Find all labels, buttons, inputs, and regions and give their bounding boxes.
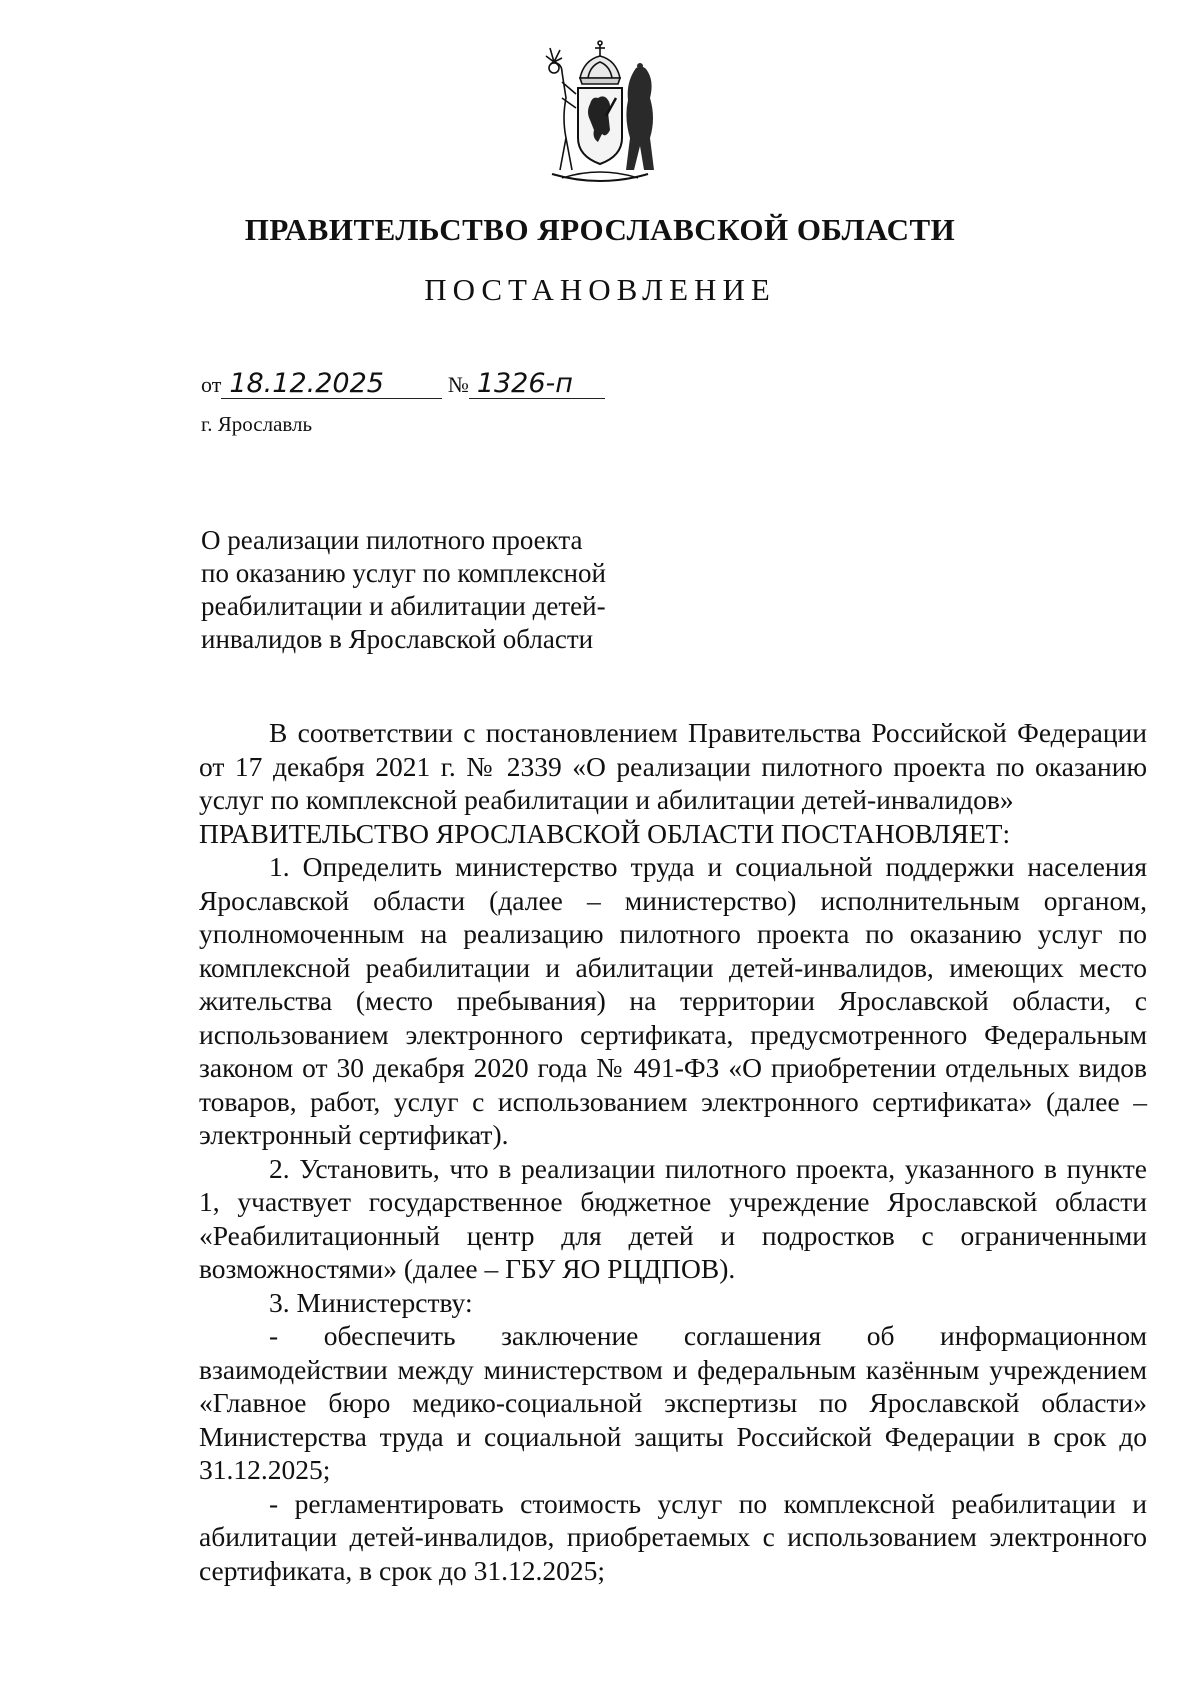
document-subject bbox=[201, 524, 661, 656]
from-label: от bbox=[201, 372, 222, 397]
organization-title: ПРАВИТЕЛЬСТВО ЯРОСЛАВСКОЙ ОБЛАСТИ bbox=[244, 212, 956, 247]
item-2-paragraph: 2. Установить, что в реализации пилотного проекта, указанного в пункте 1, участвует государственное бюджетное учреждение Ярославской области «Реабилитационный центр для детей и подростков с ограниченными возможностями» (далее – ГБУ ЯО РЦДПОВ). bbox=[199, 1152, 1147, 1284]
resolution-line: ПРАВИТЕЛЬСТВО ЯРОСЛАВСКОЙ ОБЛАСТИ ПОСТАНОВЛЯЕТ: bbox=[199, 817, 1011, 849]
handwritten-date: 18.12.2025 bbox=[221, 370, 442, 399]
item-3-subitem: - регламентировать стоимость услуг по комплексной реабилитации и абилитации детей-инвалидов, приобретаемых с использованием электронного сертификата, в срок до 31.12.2025; bbox=[199, 1487, 1147, 1586]
document-dateline bbox=[201, 370, 605, 399]
handwritten-number: 1326-п bbox=[469, 370, 605, 399]
document-type-title: ПОСТАНОВЛЕНИЕ bbox=[424, 272, 776, 307]
document-body bbox=[199, 716, 1147, 1587]
preamble-paragraph: В соответствии с постановлением Правительства Российской Федерации от 17 декабря 2021 г. № 2339 «О реализации пилотного проекта по оказанию услуг по комплексной реабилитации и абилитации детей-инвалидов» bbox=[199, 717, 1147, 815]
number-label: № bbox=[447, 372, 469, 397]
item-1-paragraph: 1. Определить министерство труда и социальной поддержки населения Ярославской области (далее – министерство) исполнительным органом, уполномоченным на реализацию пилотного проекта по оказанию услуг по комплексной реабилитации и абилитации детей-инвалидов, имеющих место жительства (место пребывания) на территории Ярославской области, с использованием электронного сертификата, предусмотренного Федеральным законом от 30 декабря 2020 года № 491-ФЗ «О приобретении отдельных видов товаров, работ, услуг с использованием электронного сертификата» (далее – электронный сертификат). bbox=[199, 851, 1147, 1150]
subject-line: по оказанию услуг по комплексной bbox=[201, 558, 606, 588]
city-label: г. Ярославль bbox=[201, 412, 313, 436]
item-3-heading: 3. Министерству: bbox=[269, 1286, 473, 1318]
item-3-subitem: - обеспечить заключение соглашения об информационном взаимодействии между министерством и федеральным казённым учреждением «Главное бюро медико-социальной экспертизы по Ярославской области» Министерства труда и социальной защиты Российской Федерации в срок до 31.12.2025; bbox=[199, 1320, 1147, 1485]
yaroslavl-region-coat-of-arms-icon bbox=[532, 38, 668, 188]
subject-line: О реализации пилотного проекта bbox=[201, 525, 583, 555]
subject-line: реабилитации и абилитации детей- bbox=[201, 591, 606, 621]
subject-line: инвалидов в Ярославской области bbox=[201, 624, 594, 654]
